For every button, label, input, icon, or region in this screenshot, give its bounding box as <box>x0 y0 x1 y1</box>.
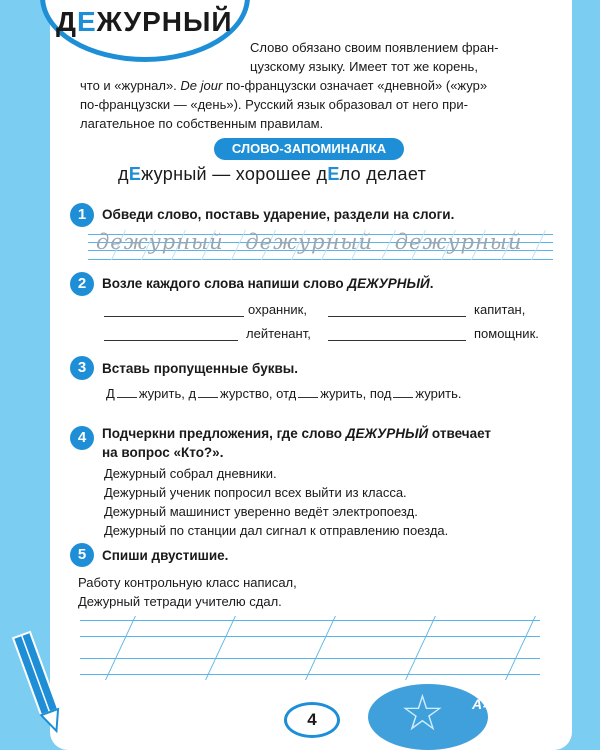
intro-paragraph: Слово обязано своим появлением фран- цузскому языку. Имеет тот же корень, что и «журнал». De jour по-французски означает «дневной» («жур» по-французски — «день»). Русский язык образовал от него при- лагательное по собственным правилам. <box>80 40 499 131</box>
letter-gap[interactable] <box>117 397 137 398</box>
task-4-sentences <box>104 464 448 540</box>
task-number-2: 2 <box>70 272 94 296</box>
sentence[interactable]: Дежурный машинист уверенно ведёт электропоезд. <box>104 504 418 519</box>
task-number-1: 1 <box>70 203 94 227</box>
task-2-word: капитан, <box>474 302 526 317</box>
task-5-instruction: Спиши двустишие. <box>102 548 229 563</box>
mnemonic-badge: СЛОВО-ЗАПОМИНАЛКА <box>214 138 404 160</box>
letter-gap[interactable] <box>298 397 318 398</box>
couplet-line: Работу контрольную класс написал, <box>78 575 297 590</box>
task-number-5: 5 <box>70 543 94 567</box>
task-1-instruction: Обведи слово, поставь ударение, раздели на слоги. <box>102 207 455 222</box>
task-5-couplet <box>78 573 297 611</box>
star-icon: ☆ <box>400 685 445 741</box>
letter-gap[interactable] <box>198 397 218 398</box>
task-2-instruction: Возле каждого слова напиши слово ДЕЖУРНЫЙ. <box>102 276 434 291</box>
page-title: ДЕЖУРНЫЙ <box>56 6 233 37</box>
task-2-answer-line[interactable] <box>104 316 244 317</box>
task-number-4: 4 <box>70 426 94 450</box>
sentence[interactable]: Дежурный собрал дневники. <box>104 466 277 481</box>
task-2-word: охранник, <box>248 302 307 317</box>
title-highlight-letter: Е <box>76 6 97 37</box>
task-number-3: 3 <box>70 356 94 380</box>
task-4-instruction: Подчеркни предложения, где слово ДЕЖУРНЫЙ отвечает на вопрос «Кто?». <box>102 426 492 460</box>
formula-decoration: A×B <box>472 696 501 712</box>
task-2-answer-line[interactable] <box>328 316 466 317</box>
mnemonic-phrase: дЕжурный — хорошее дЕло делает <box>118 164 427 184</box>
ear-icon <box>542 716 572 740</box>
task-2-word: лейтенант, <box>246 326 311 341</box>
task-5-writing-lines[interactable] <box>80 616 540 680</box>
task-3-gap-row: Д журить, д журство, отд журить, под журить. <box>106 386 462 401</box>
task-1-cursive-words: дежурный дежурный дежурный <box>96 230 523 254</box>
sentence[interactable]: Дежурный по станции дал сигнал к отправлению поезда. <box>104 523 449 538</box>
task-1-writing-row <box>88 232 553 260</box>
letter-gap[interactable] <box>393 397 413 398</box>
task-2-answer-line[interactable] <box>104 340 238 341</box>
sentence[interactable]: Дежурный ученик попросил всех выйти из класса. <box>104 485 407 500</box>
couplet-line: Дежурный тетради учителю сдал. <box>78 594 282 609</box>
task-3-instruction: Вставь пропущенные буквы. <box>102 361 299 376</box>
task-2-answer-line[interactable] <box>328 340 466 341</box>
page-number: 4 <box>284 702 340 738</box>
task-2-word: помощник. <box>474 326 539 341</box>
pencil-icon <box>12 628 66 738</box>
